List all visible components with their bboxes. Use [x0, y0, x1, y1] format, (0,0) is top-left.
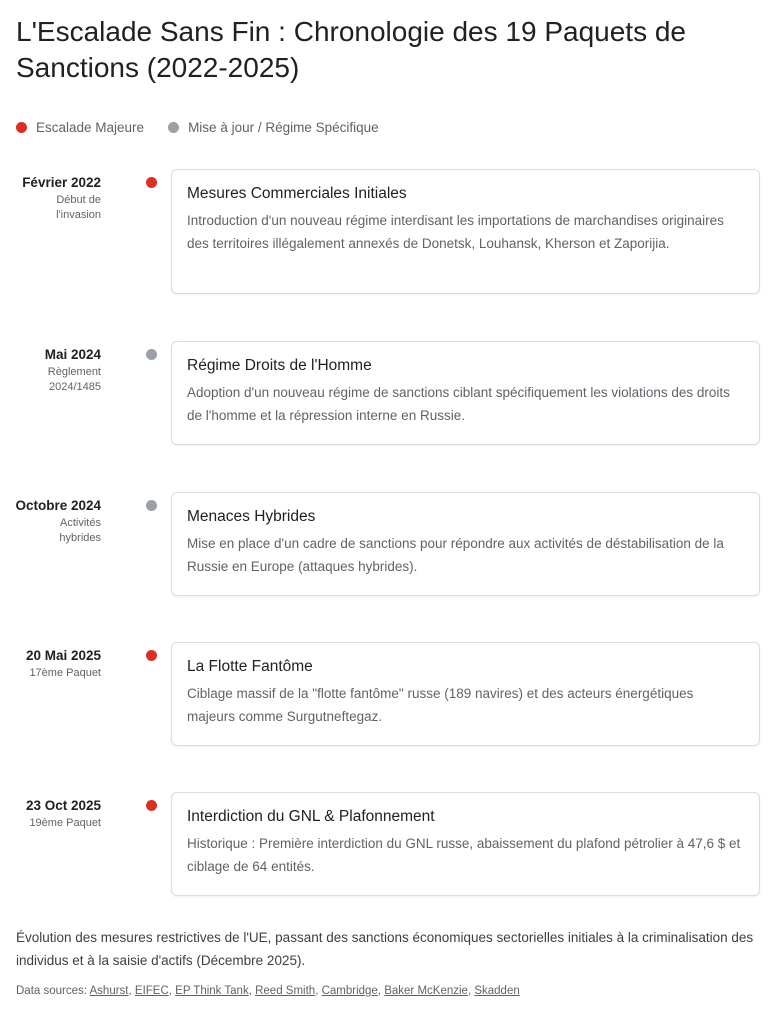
event-title: Menaces Hybrides: [187, 508, 316, 525]
event-description: Historique : Première interdiction du GNL russe, abaissement du plafond pétrolier à 47,6 $ et ciblage de 64 entités.: [187, 836, 741, 874]
event-description: Adoption d'un nouveau régime de sanctions ciblant spécifiquement les violations des droits de l'homme et la répression interne en Russie.: [187, 385, 730, 423]
event-title: Régime Droits de l'Homme: [187, 357, 372, 374]
source-link-ep-think-tank[interactable]: EP Think Tank: [175, 985, 249, 997]
event-description: Introduction d'un nouveau régime interdisant les importations de marchandises originaires des territoires illégalement annexés de Donetsk, Louhansk, Kherson et Zaporijia.: [187, 213, 724, 251]
source-link-ashurst[interactable]: Ashurst: [89, 985, 129, 997]
event-date: Octobre 2024: [15, 498, 101, 513]
event-date: 23 Oct 2025: [25, 798, 101, 813]
event-subtitle: Début de l'invasion: [56, 194, 101, 221]
event-date: Février 2022: [22, 175, 101, 190]
source-link-baker-mckenzie[interactable]: Baker McKenzie: [384, 985, 468, 997]
event-date: Mai 2024: [44, 347, 101, 362]
legend-minor-dot: [168, 122, 179, 133]
event-subtitle: 17ème Paquet: [29, 667, 101, 679]
event-date-column: [0, 346, 101, 395]
event-title: Mesures Commerciales Initiales: [187, 185, 407, 202]
legend: [16, 120, 403, 135]
legend-item-minor: [168, 120, 379, 135]
data-sources: Data sources: Ashurst, EIFEC, EP Think Tank, Reed Smith, Cambridge, Baker McKenzie, Skadden: [16, 985, 520, 997]
event-title: La Flotte Fantôme: [187, 658, 313, 675]
footer-caption: Évolution des mesures restrictives de l'UE, passant des sanctions économiques sectorielles initiales à la criminalisation des individus et à la saisie d'actifs (Décembre 2025).: [16, 930, 754, 968]
event-subtitle: 19ème Paquet: [29, 817, 101, 829]
event-title: Interdiction du GNL & Plafonnement: [187, 808, 435, 825]
legend-major-label: Escalade Majeure: [36, 120, 145, 135]
source-link-cambridge[interactable]: Cambridge: [321, 985, 378, 997]
event-marker-major: [146, 650, 157, 661]
event-card: [171, 792, 760, 896]
event-marker-major: [146, 800, 157, 811]
event-date-column: [0, 647, 101, 681]
event-card: [171, 341, 760, 445]
event-marker-major: [146, 177, 157, 188]
sources-label: Data sources:: [16, 985, 87, 997]
event-card: [171, 492, 760, 596]
event-marker-minor: [146, 349, 157, 360]
event-marker-minor: [146, 500, 157, 511]
source-link-skadden[interactable]: Skadden: [474, 985, 520, 997]
page-title: L'Escalade Sans Fin : Chronologie des 19 Paquets de Sanctions (2022-2025): [16, 16, 687, 83]
legend-item-major: [16, 120, 144, 135]
event-date: 20 Mai 2025: [25, 648, 101, 663]
source-link-reed-smith[interactable]: Reed Smith: [255, 985, 316, 997]
legend-minor-label: Mise à jour / Régime Spécifique: [188, 120, 379, 135]
event-subtitle: Activités hybrides: [59, 517, 101, 544]
event-subtitle: Règlement 2024/1485: [47, 366, 101, 393]
event-description: Mise en place d'un cadre de sanctions pour répondre aux activités de déstabilisation de la Russie en Europe (attaques hybrides).: [187, 536, 724, 574]
event-card: [171, 169, 760, 294]
event-date-column: [0, 497, 101, 546]
event-date-column: [0, 797, 101, 831]
event-date-column: [0, 174, 101, 223]
event-description: Ciblage massif de la "flotte fantôme" russe (189 navires) et des acteurs énergétiques majeurs comme Surgutneftegaz.: [187, 686, 694, 724]
event-card: [171, 642, 760, 746]
source-link-eifec[interactable]: EIFEC: [134, 985, 169, 997]
legend-major-dot: [16, 122, 27, 133]
